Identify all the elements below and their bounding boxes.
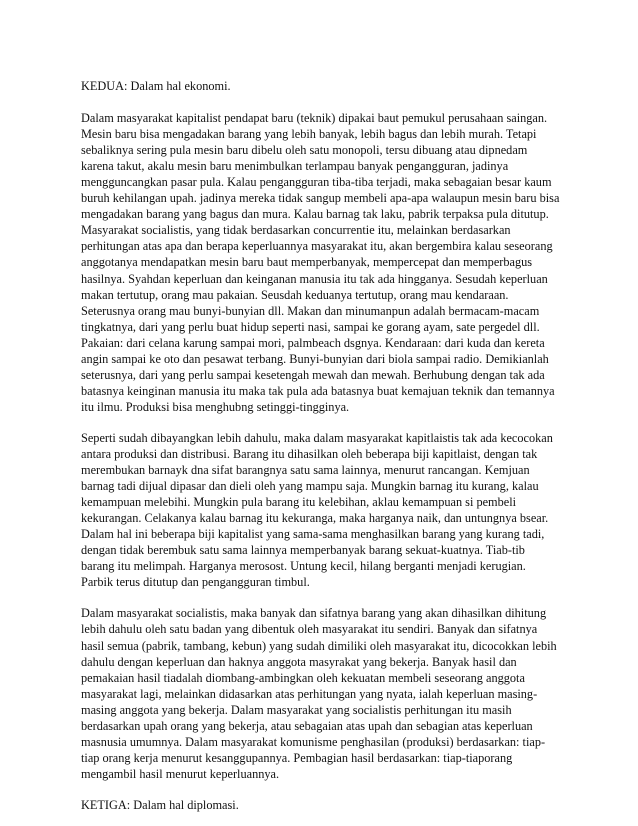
text-line: Masyarakat socialistis, yang tidak berdasarkan concurrentie itu, melainkan berdasarkan [81,223,511,238]
text-line: batasnya keinginan manusia itu maka tak pula ada batasnya buat kemajuan teknik dan temannya [81,383,555,398]
text-line: Dalam hal ini beberapa biji kapitalist yang sama-sama menghasilkan barang yang kurang tadi, [81,527,545,542]
text-line: masyarakat lagi, melainkan didasarkan atas perhitungan yang nyata, ialah keperluan masing- [81,686,538,701]
text-line: Dalam masyarakat kapitalist pendapat baru (teknik) dipakai baut pemukul perusahaan saingan. [81,111,548,126]
text-line: barang itu melimpah. Harganya merosost. Untung kecil, hilang berganti menjadi kerugian. [81,559,526,574]
text-line: Mesin baru bisa mengadakan barang yang lebih banyak, lebih bagus dan lebih murah. Tetapi [81,127,537,142]
text-line: dahulu dengan keperluan dan haknya anggota masyrakat yang bekerja. Banyak hasil dan [81,654,517,669]
text-line: dengan tidak berembuk satu sama lainnya memperbanyak barang sekuat-kuatnya. Tiab-tib [81,543,525,558]
text-line: makan tertutup, orang mau pakaian. Seusdah keduanya tertutup, orang mau kendaraan. [81,287,509,302]
text-line: Dalam masyarakat socialistis, maka banyak dan sifatnya barang yang akan dihasilkan dihitung [81,606,547,621]
text-line: Parbik terus ditutup dan pengangguran timbul. [81,575,310,590]
text-line: tingkatnya, dari yang perlu buat hidup seperti nasi, sampai ke gorang ayam, sate pergedel dll. [81,319,540,334]
text-line: kekurangan. Celakanya kalau barnag itu kekuranga, maka harganya naik, dan untungnya bsear. [81,511,549,526]
text-line: lebih dahulu oleh satu badan yang dibentuk oleh masyarakat itu sendiri. Banyak dan sifatnya [81,622,538,637]
text-line: masnusia umumnya. Dalam masyarakat komunisme penghasilan (produksi) berdasarkan: tiap- [81,734,546,749]
text-line: mengadakan barang yang bagus dan mura. Kalau barnag tak laku, pabrik terpaksa pula ditutup. [81,207,549,222]
paragraph-technology [81,110,580,415]
paragraph-capitalist-production [81,430,580,590]
text-line: mengambil hasil menurut keperluannya. [81,766,280,781]
text-line: kemampuan melebihi. Mungkin pula barang itu kelebihan, aklau kemampuan si pembeli [81,495,517,510]
text-line: hasilnya. Syahdan keperluan dan keinganan manusia itu tak ada hingganya. Sesudah keperluan [81,271,548,286]
text-line: seterusnya, dari yang perlu sampai kesetengah mewah dan mewah. Berhubung dengan tak ada [81,367,545,382]
text-line: anggotanya mendapatkan mesin baru baut memperbanyak, mempercepat dan memperbagus [81,255,533,270]
section-heading-diplomacy: KETIGA: Dalam hal diplomasi. [81,797,239,812]
paragraph-socialist-production [81,605,580,782]
text-line: pemakaian hasil tiadalah diombang-ambingkan oleh kekuatan membeli seseorang anggota [81,670,525,685]
text-line: antara produksi dan distribusi. Barang itu dihasilkan oleh beberapa biji kapitlaist, dengan tak [81,446,538,461]
text-line: Seperti sudah dibayangkan lebih dahulu, maka dalam masyarakat kapitlaistis tak ada kecocokan [81,430,553,445]
text-line: angin sampai ke oto dan pesawat terbang. Bunyi-bunyian dari biola sampai radio. Demikianlah [81,351,549,366]
text-line: barnag tadi dijual dipasar dan dieli oleh yang mampu saja. Mungkin barnag itu kurang, kalau [81,479,539,494]
text-line: Seterusnya orang mau bunyi-bunyian dll. Makan dan minumanpun adalah bermacam-macam [81,303,540,318]
section-heading-economy: KEDUA: Dalam hal ekonomi. [81,79,231,93]
text-line: mengguncangkan pasar pula. Kalau pengangguran tiba-tiba terjadi, maka sebagaian besar kaum [81,175,552,190]
text-line: itu ilmu. Produksi bisa menghubng setinggi-tingginya. [81,399,350,414]
text-line: hasil semua (pabrik, tambang, kebun) yang sudah dimiliki oleh masyarakat itu, dicocokkan lebih [81,638,557,653]
text-line: tiap orang kerja menurut kesanggupannya. Pembagian hasil berdasarkan: tiap-tiaporang [81,750,513,765]
text-line: sebaliknya sering pula mesin baru dibelu oleh satu monopoli, tersu dibuang atau dipnedam [81,143,528,158]
text-line: buruh kehilangan upah. jadinya mereka tidak sangup membeli apa-apa walaupun mesin baru bisa [81,191,560,206]
text-line: masing anggota yang bekerja. Dalam masyarakat yang socialistis perhitungan itu masih [81,702,512,717]
text-line: perhitungan atas apa dan berapa keperluannya masyarakat itu, akan bergembira kalau seseorang [81,239,553,254]
text-line: Pakaian: dari celana karung sampai mori, palmbeach dsgnya. Kendaraan: dari kuda dan kereta [81,335,545,350]
text-line: karena takut, akalu mesin baru menimbulkan terlampau banyak pengangguran, jadinya [81,159,509,174]
text-line: berdasarkan upah orang yang bekerja, atau sebagaian atas upah dan sebagian atas keperluan [81,718,533,733]
text-line: merembukan barnayk dna sifat barangnya satu sama lainnya, menurut rancangan. Kemjuan [81,463,530,478]
